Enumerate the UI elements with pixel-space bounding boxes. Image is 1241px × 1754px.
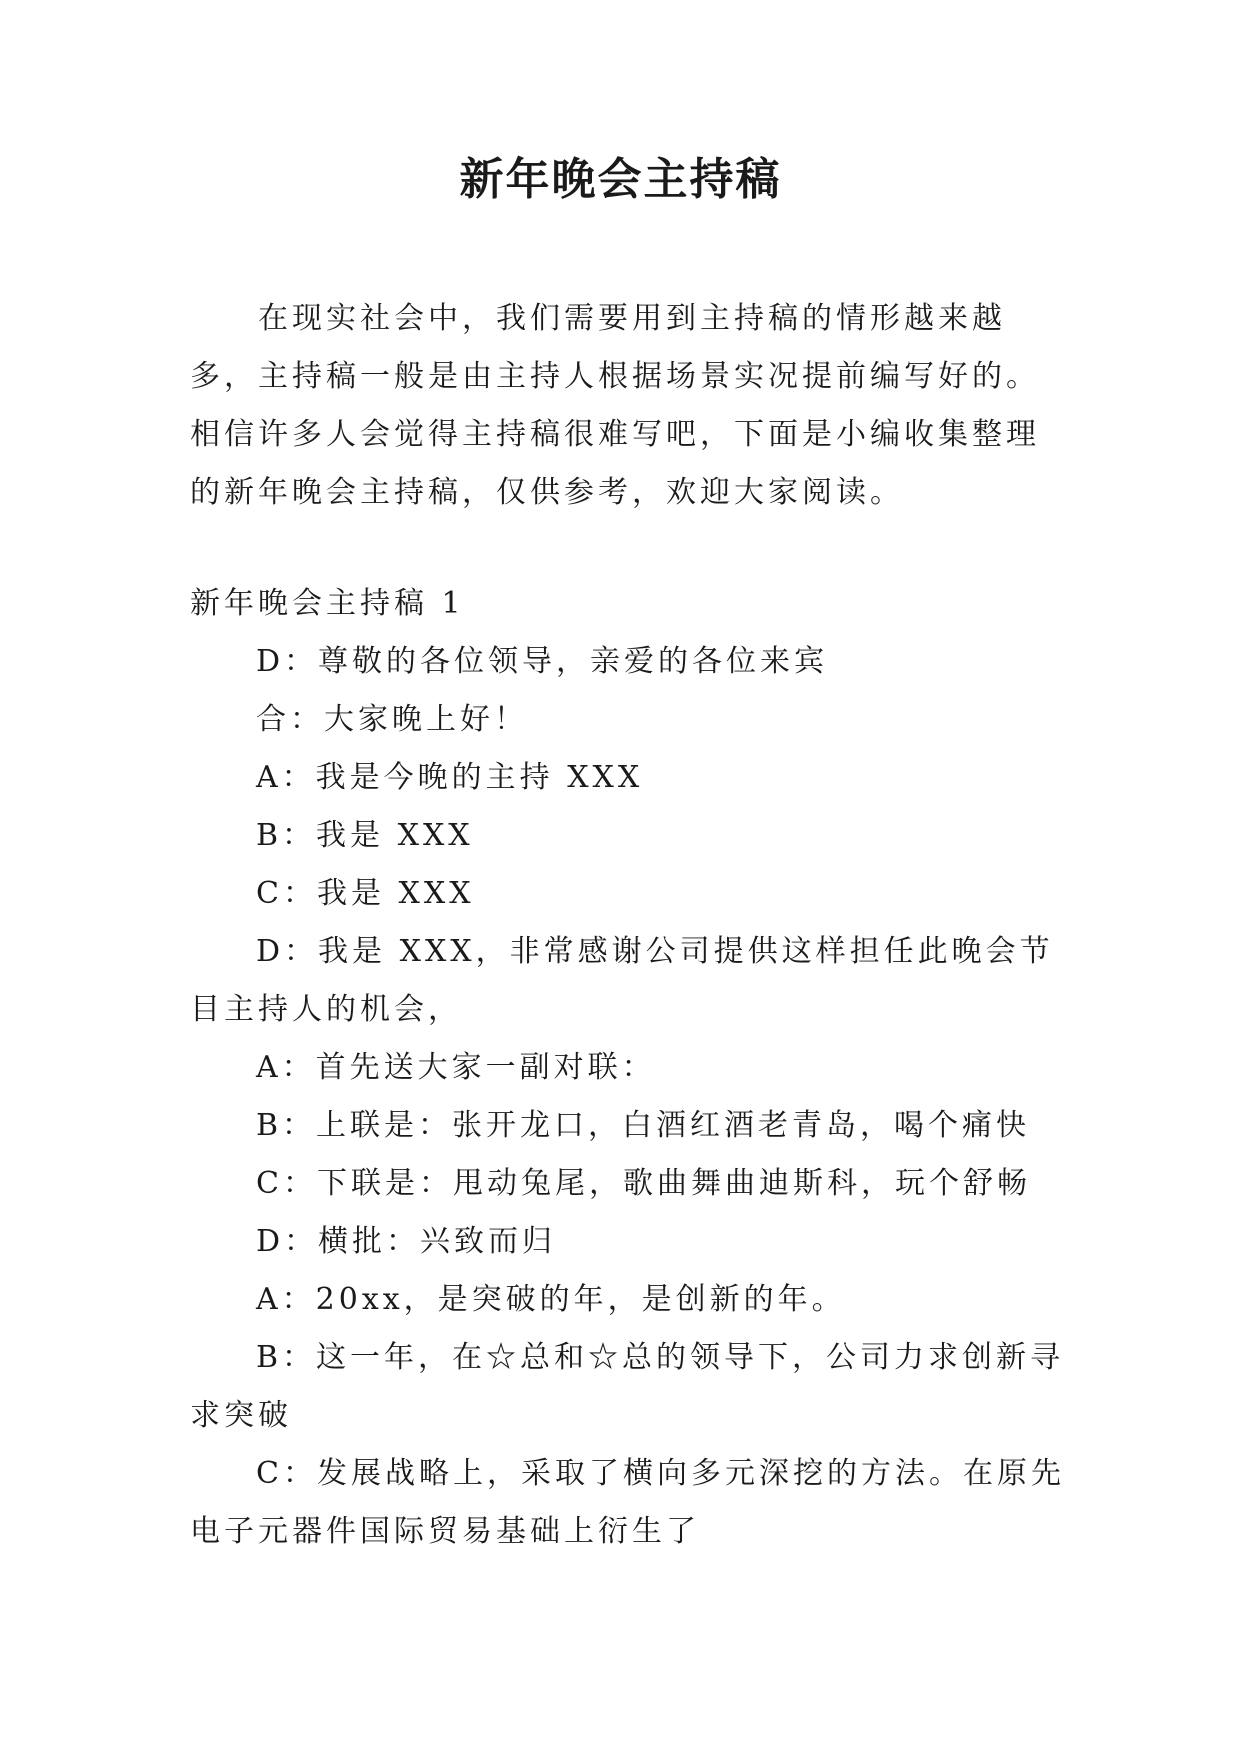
script-line: A：20xx，是突破的年，是创新的年。 (256, 1282, 846, 1317)
script-line: B：这一年，在☆总和☆总的领导下，公司力求创新寻求突破 (190, 1340, 1065, 1433)
script-line: C：发展战略上，采取了横向多元深挖的方法。在原先电子元器件国际贸易基础上衍生了 (190, 1456, 1065, 1549)
script-line: 合：大家晚上好！ (256, 702, 528, 737)
script-line: D：横批：兴致而归 (256, 1224, 557, 1259)
script-line: C：下联是：甩动兔尾，歌曲舞曲迪斯科，玩个舒畅 (256, 1166, 1031, 1201)
script-line: A：我是今晚的主持 XXX (256, 760, 644, 795)
section-title: 新年晚会主持稿 1 (190, 586, 465, 621)
script-line: C：我是 XXX (256, 876, 475, 911)
intro-section (190, 290, 1070, 522)
script-line: D：我是 XXX，非常感谢公司提供这样担任此晚会节目主持人的机会， (190, 934, 1054, 1027)
script-section (190, 575, 1070, 1561)
script-line: D：尊敬的各位领导，亲爱的各位来宾 (256, 644, 829, 679)
script-line: B：上联是：张开龙口，白酒红酒老青岛，喝个痛快 (256, 1108, 1031, 1143)
script-line: B：我是 XXX (256, 818, 474, 853)
intro-paragraph: 在现实社会中，我们需要用到主持稿的情形越来越多，主持稿一般是由主持人根据场景实况提前编写好的。相信许多人会觉得主持稿很难写吧，下面是小编收集整理的新年晚会主持稿，仅供参考，欢迎大家阅读。 (190, 301, 1040, 510)
script-line: A：首先送大家一副对联： (256, 1050, 656, 1085)
document-title: 新年晚会主持稿 (459, 154, 782, 205)
